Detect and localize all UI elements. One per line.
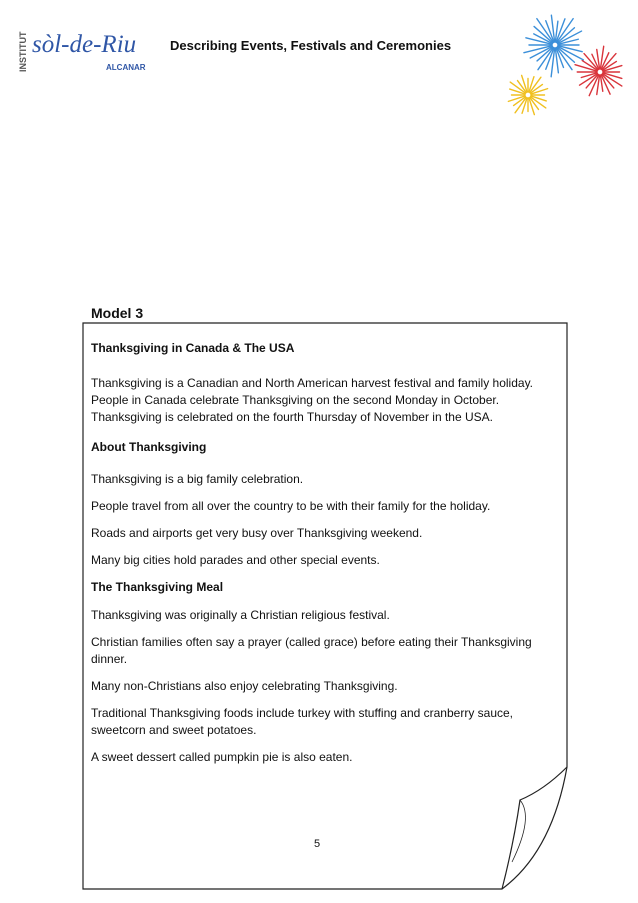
meal-item: A sweet dessert called pumpkin pie is also eaten.: [91, 750, 353, 764]
page-number: 5: [314, 838, 321, 850]
model-label: Model 3: [91, 305, 144, 321]
logo-town-text: ALCANAR: [106, 63, 146, 72]
about-item: Many big cities hold parades and other special events.: [91, 553, 380, 567]
logo-name-text: sòl-de-Riu: [32, 31, 137, 58]
meal-item: Thanksgiving was originally a Christian religious festival.: [91, 608, 390, 622]
meal-heading: The Thanksgiving Meal: [91, 580, 224, 594]
document-body: [91, 340, 556, 766]
school-logo: [14, 10, 164, 80]
meal-item: Many non-Christians also enjoy celebrating Thanksgiving.: [91, 679, 398, 693]
about-item: Roads and airports get very busy over Thanksgiving weekend.: [91, 526, 423, 540]
meal-item: Traditional Thanksgiving foods include turkey with stuffing and cranberry sauce, sweetcorn and sweet potatoes.: [91, 706, 514, 737]
main-heading: Thanksgiving in Canada & The USA: [91, 341, 295, 355]
fireworks-illustration: [500, 10, 630, 120]
logo-institut-text: INSTITUT: [18, 31, 28, 72]
header-title: Describing Events, Festivals and Ceremonies: [170, 38, 452, 53]
about-item: People travel from all over the country to be with their family for the holiday.: [91, 499, 491, 513]
about-item: Thanksgiving is a big family celebration.: [91, 472, 304, 486]
intro-paragraph: Thanksgiving is a Canadian and North American harvest festival and family holiday. People in Canada celebrate Thanksgiving on the second Monday in October. Thanksgiving is celebrated on the fourth Thursday of November in the USA.: [91, 376, 534, 424]
about-heading: About Thanksgiving: [91, 440, 207, 454]
meal-item: Christian families often say a prayer (called grace) before eating their Thanksgiving dinner.: [91, 635, 532, 666]
